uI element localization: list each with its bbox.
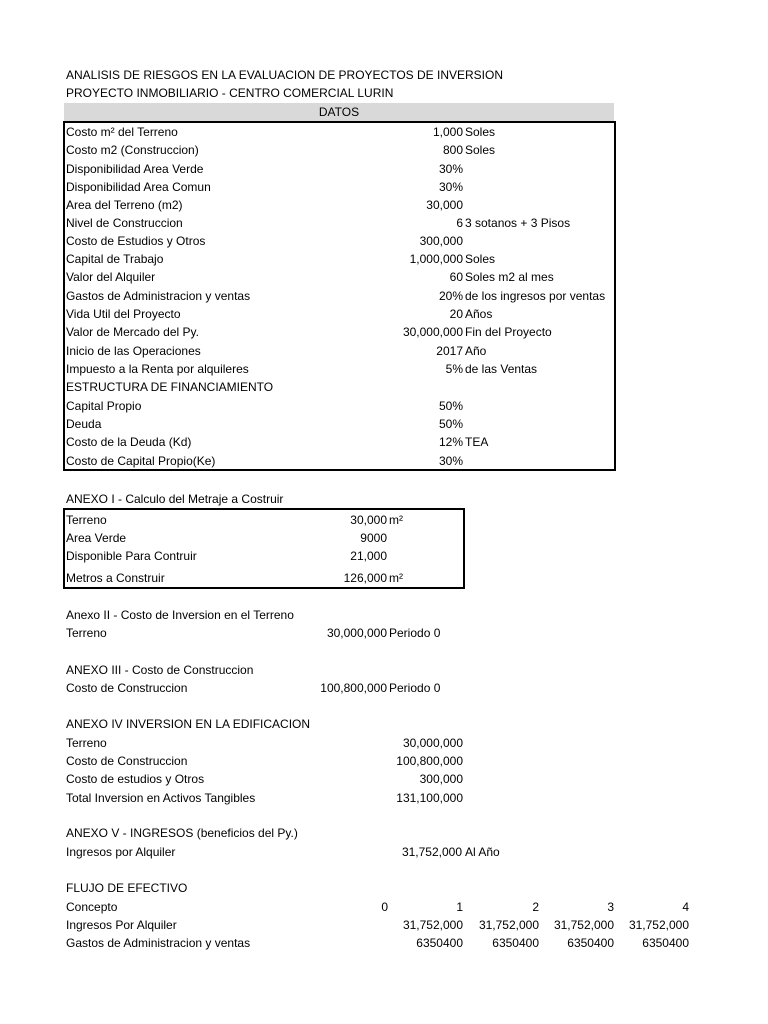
document-title: ANALISIS DE RIESGOS EN LA EVALUACION DE PROYECTOS DE INVERSION	[66, 68, 504, 82]
datos-row-label: Valor de Mercado del Py.	[66, 325, 199, 339]
anexo1-row-label: Area Verde	[66, 531, 127, 545]
cash-flow-cell: 6350400	[642, 936, 689, 950]
cash-flow-period-header: 0	[381, 900, 388, 914]
cash-flow-cell: 6350400	[416, 936, 463, 950]
anexo4-title: ANEXO IV INVERSION EN LA EDIFICACION	[66, 717, 311, 731]
anexo4-row-value: 131,100,000	[396, 791, 463, 805]
cash-flow-cell: 31,752,000	[553, 918, 614, 932]
anexo1-row-label: Terreno	[66, 513, 107, 527]
datos-row-label: Impuesto a la Renta por alquileres	[66, 362, 249, 376]
datos-row-unit: de las Ventas	[465, 362, 538, 376]
datos-row-value: 30,000	[426, 198, 463, 212]
anexo1-row-value: 30,000	[350, 513, 387, 527]
datos-row-value: 30,000,000	[402, 325, 463, 339]
anexo4-row-label: Total Inversion en Activos Tangibles	[66, 791, 256, 805]
anexo2-title: Anexo II - Costo de Inversion en el Terreno	[66, 608, 294, 622]
anexo4-row-value: 30,000,000	[402, 736, 463, 750]
datos-row-unit: Soles m2 al mes	[465, 270, 554, 284]
financing-row-label: Costo de la Deuda (Kd)	[66, 435, 192, 449]
datos-row-value: 300,000	[419, 234, 463, 248]
cash-flow-row-label: Ingresos Por Alquiler	[66, 918, 177, 932]
datos-row-unit: Años	[465, 307, 493, 321]
datos-row-value: 30%	[438, 180, 463, 194]
financing-title: ESTRUCTURA DE FINANCIAMIENTO	[66, 380, 274, 394]
datos-row-value: 30%	[438, 162, 463, 176]
datos-row-label: Disponibilidad Area Verde	[66, 162, 204, 176]
cash-flow-cell: 31,752,000	[478, 918, 539, 932]
datos-row-label: Costo de Estudios y Otros	[66, 234, 206, 248]
financing-row-unit: TEA	[465, 435, 489, 449]
financing-row-value: 50%	[438, 399, 463, 413]
anexo5-label: Ingresos por Alquiler	[66, 845, 176, 859]
datos-row-unit: Soles	[465, 252, 496, 266]
datos-row-label: Disponibilidad Area Comun	[66, 180, 211, 194]
anexo5-value: 31,752,000	[401, 845, 462, 859]
anexo2-label: Terreno	[66, 626, 107, 640]
datos-row-value: 5%	[445, 362, 463, 376]
datos-row-label: Area del Terreno (m2)	[66, 198, 183, 212]
cash-flow-cell: 6350400	[492, 936, 539, 950]
datos-row-label: Nivel de Construccion	[66, 216, 183, 230]
datos-row-value: 20	[449, 307, 463, 321]
datos-row-value: 800	[442, 143, 463, 157]
datos-row-value: 60	[449, 270, 463, 284]
flujo-title: FLUJO DE EFECTIVO	[66, 881, 188, 895]
anexo1-row-label: Metros a Construir	[66, 571, 165, 585]
anexo2-unit: Periodo 0	[389, 626, 441, 640]
anexo1-row-unit: m²	[389, 571, 403, 585]
financing-row-value: 12%	[438, 435, 463, 449]
anexo2-value: 30,000,000	[326, 626, 387, 640]
anexo1-row-value: 126,000	[343, 571, 387, 585]
anexo4-row-value: 300,000	[419, 772, 463, 786]
anexo3-unit: Periodo 0	[389, 681, 441, 695]
datos-row-value: 2017	[436, 344, 463, 358]
cash-flow-period-header: 1	[456, 900, 463, 914]
financing-row-label: Costo de Capital Propio(Ke)	[66, 454, 216, 468]
datos-row-value: 6	[456, 216, 463, 230]
cash-flow-row-label: Gastos de Administracion y ventas	[66, 936, 251, 950]
financing-row-value: 30%	[438, 454, 463, 468]
cash-flow-period-header: 4	[682, 900, 689, 914]
anexo3-title: ANEXO III - Costo de Construccion	[66, 663, 254, 677]
anexo5-title: ANEXO V - INGRESOS (beneficios del Py.)	[66, 826, 298, 840]
anexo4-row-label: Costo de estudios y Otros	[66, 772, 205, 786]
datos-row-value: 1,000	[432, 125, 463, 139]
datos-row-value: 1,000,000	[409, 252, 463, 266]
anexo4-row-value: 100,800,000	[396, 754, 463, 768]
anexo1-title: ANEXO I - Calculo del Metraje a Costruir	[66, 492, 284, 506]
cash-flow-cell: 31,752,000	[402, 918, 463, 932]
datos-row-unit: Soles	[465, 125, 496, 139]
datos-row-unit: Año	[465, 344, 487, 358]
datos-row-label: Capital de Trabajo	[66, 252, 164, 266]
datos-row-label: Vida Util del Proyecto	[66, 307, 181, 321]
datos-row-value: 20%	[438, 289, 463, 303]
anexo1-row-value: 9000	[360, 531, 387, 545]
anexo3-label: Costo de Construccion	[66, 681, 188, 695]
datos-row-label: Costo m2 (Construccion)	[66, 143, 199, 157]
cash-flow-period-header: 3	[607, 900, 614, 914]
cash-flow-cell: 31,752,000	[628, 918, 689, 932]
anexo1-row-unit: m²	[389, 513, 403, 527]
datos-row-unit: 3 sotanos + 3 Pisos	[465, 216, 571, 230]
datos-row-label: Gastos de Administracion y ventas	[66, 289, 251, 303]
anexo4-row-label: Terreno	[66, 736, 107, 750]
datos-row-label: Valor del Alquiler	[66, 270, 156, 284]
datos-row-unit: Soles	[465, 143, 496, 157]
project-title: PROYECTO INMOBILIARIO - CENTRO COMERCIAL LURIN	[66, 86, 394, 100]
financing-row-label: Capital Propio	[66, 399, 142, 413]
datos-row-unit: Fin del Proyecto	[465, 325, 552, 339]
anexo1-row-label: Disponible Para Contruir	[66, 549, 197, 563]
cash-flow-period-header: 2	[532, 900, 539, 914]
cash-flow-cell: 6350400	[567, 936, 614, 950]
datos-row-unit: de los ingresos por ventas	[465, 289, 606, 303]
financing-row-value: 50%	[438, 417, 463, 431]
anexo4-row-label: Costo de Construccion	[66, 754, 188, 768]
anexo3-value: 100,800,000	[320, 681, 387, 695]
cash-flow-header-label: Concepto	[66, 900, 118, 914]
anexo1-row-value: 21,000	[350, 549, 387, 563]
anexo5-unit: Al Año	[465, 845, 500, 859]
datos-row-label: Costo m² del Terreno	[66, 125, 178, 139]
financing-row-label: Deuda	[66, 417, 102, 431]
datos-row-label: Inicio de las Operaciones	[66, 344, 201, 358]
datos-header: DATOS	[64, 103, 614, 121]
